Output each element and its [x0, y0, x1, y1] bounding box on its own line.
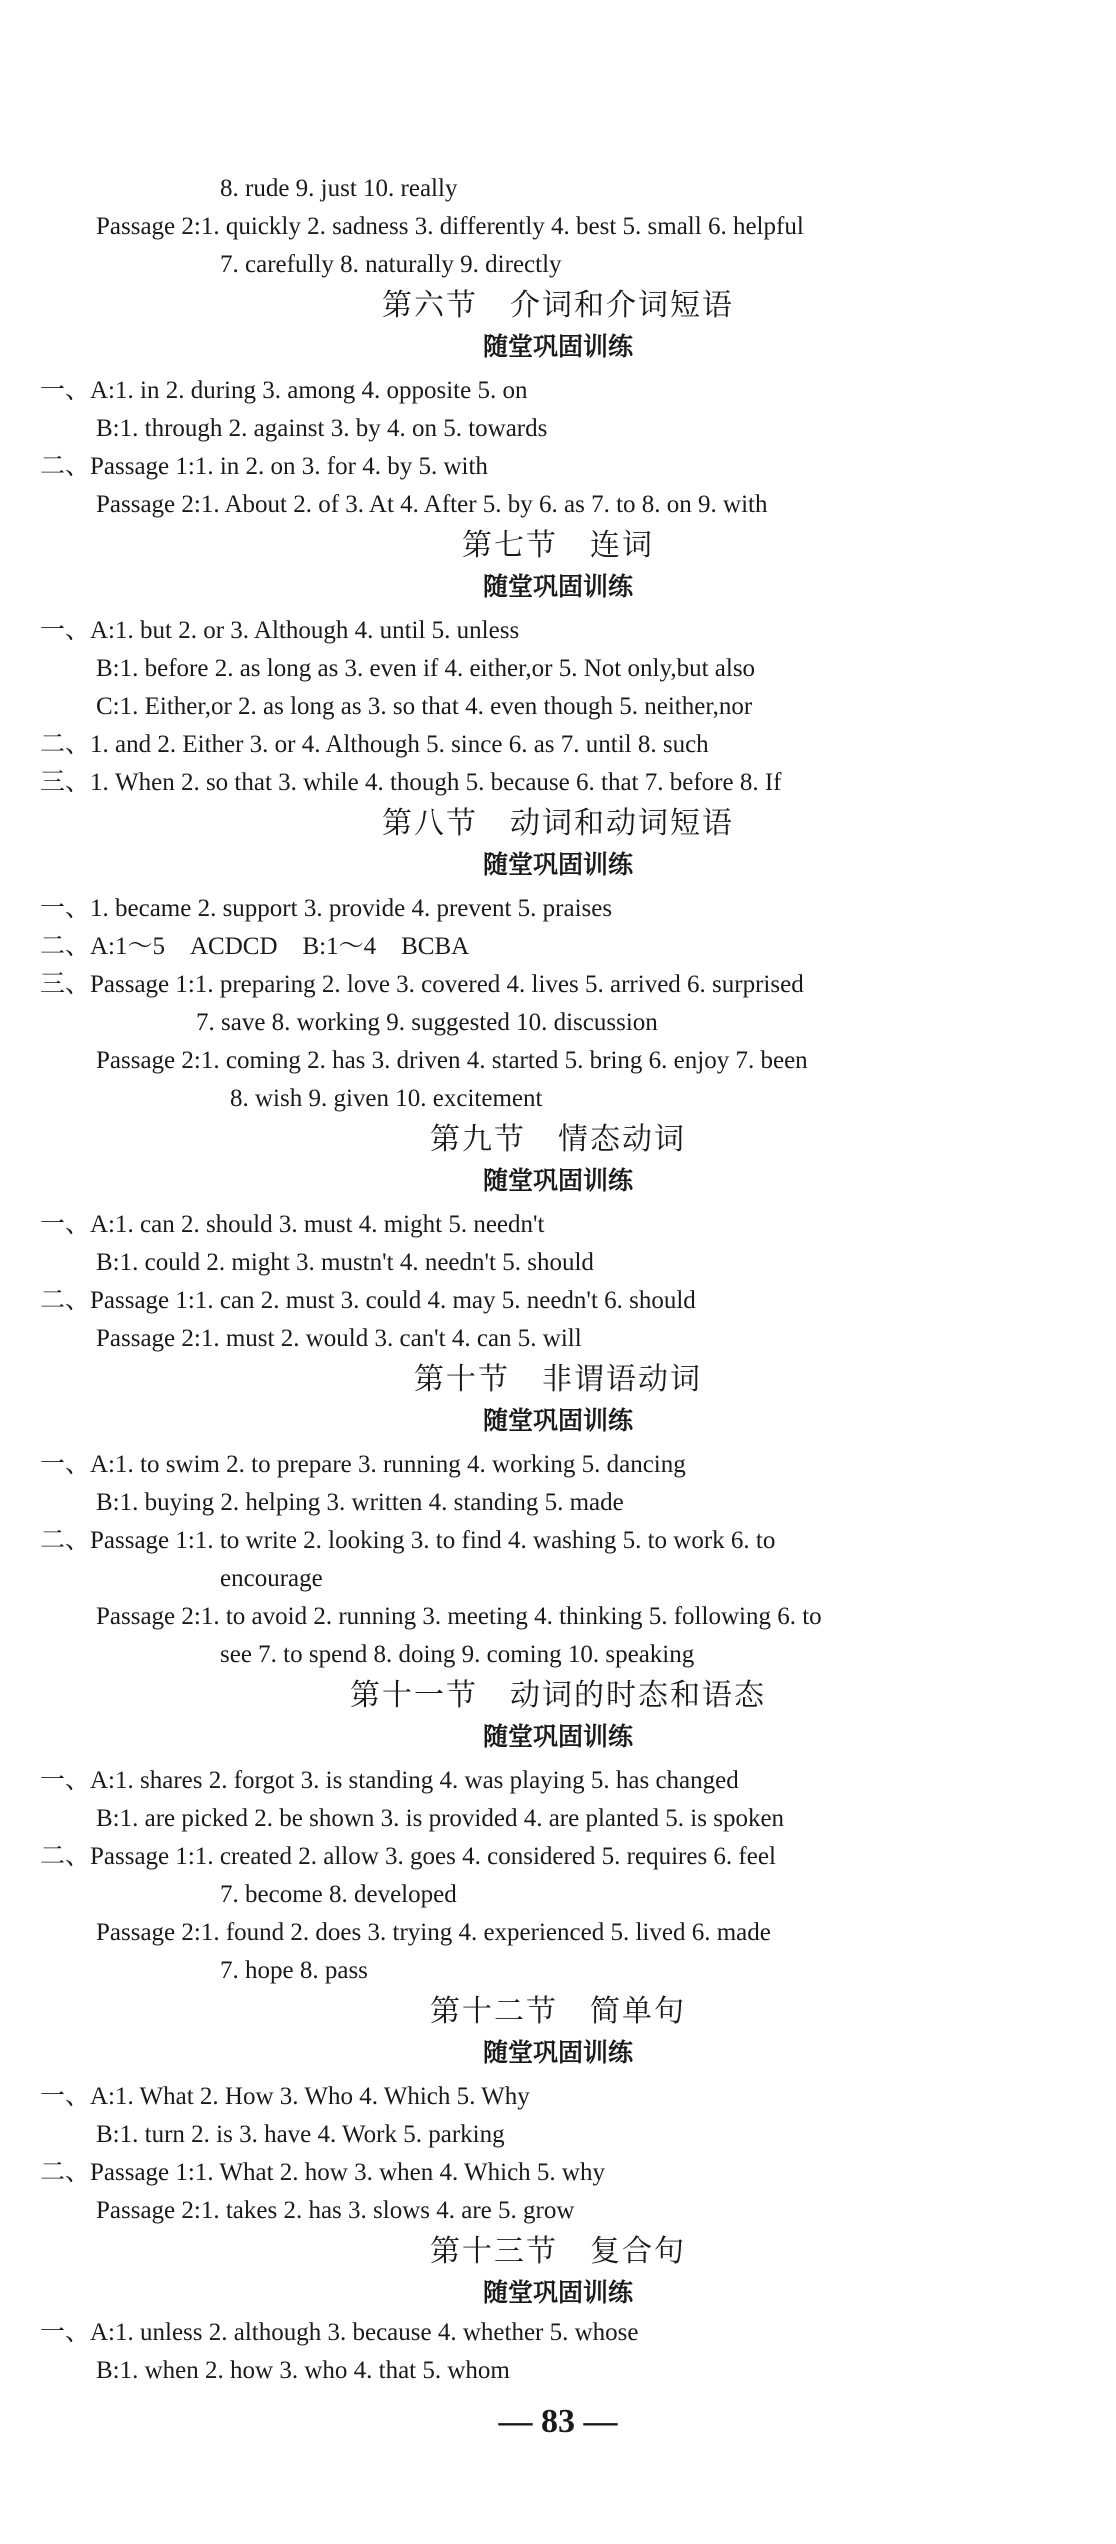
answer-line: 一、1. became 2. support 3. provide 4. prevent 5. praises: [40, 895, 613, 922]
answer-line: 一、A:1. to swim 2. to prepare 3. running 4. working 5. dancing: [40, 1451, 686, 1478]
answer-line: 一、A:1. in 2. during 3. among 4. opposite 5. on: [40, 377, 528, 404]
section-subtitle: 随堂巩固训练: [482, 850, 633, 879]
answer-line: 二、Passage 1:1. created 2. allow 3. goes 4. considered 5. requires 6. feel: [40, 1843, 776, 1870]
answer-line: B:1. buying 2. helping 3. written 4. standing 5. made: [96, 1489, 624, 1516]
section-title: 第七节 连词: [462, 529, 654, 562]
answer-line: 一、A:1. shares 2. forgot 3. is standing 4. was playing 5. has changed: [40, 1767, 739, 1794]
answer-line: 二、Passage 1:1. can 2. must 3. could 4. may 5. needn't 6. should: [40, 1287, 696, 1314]
answer-line: 二、A:1～5 ACDCD B:1～4 BCBA: [40, 933, 470, 960]
section-subtitle: 随堂巩固训练: [482, 1166, 633, 1195]
answer-line: 三、Passage 1:1. preparing 2. love 3. covered 4. lives 5. arrived 6. surprised: [40, 971, 804, 998]
answer-line: B:1. could 2. might 3. mustn't 4. needn't 5. should: [96, 1249, 594, 1276]
answer-line: 7. carefully 8. naturally 9. directly: [220, 251, 562, 278]
section-subtitle: 随堂巩固训练: [482, 572, 633, 601]
answer-line: 7. save 8. working 9. suggested 10. discussion: [196, 1009, 658, 1036]
answer-line: 一、A:1. but 2. or 3. Although 4. until 5. unless: [40, 617, 520, 644]
answer-line: encourage: [220, 1565, 323, 1592]
answer-line: 一、A:1. can 2. should 3. must 4. might 5. needn't: [40, 1211, 545, 1238]
page-number: — 83 —: [498, 2403, 618, 2440]
section-subtitle: 随堂巩固训练: [482, 1722, 633, 1751]
answer-line: 二、Passage 1:1. to write 2. looking 3. to find 4. washing 5. to work 6. to: [40, 1527, 776, 1554]
answer-line: 8. rude 9. just 10. really: [220, 175, 458, 202]
section-subtitle: 随堂巩固训练: [482, 2038, 633, 2067]
answer-line: Passage 2:1. takes 2. has 3. slows 4. are 5. grow: [96, 2197, 575, 2224]
answer-line: 三、1. When 2. so that 3. while 4. though 5. because 6. that 7. before 8. If: [40, 769, 782, 796]
answer-line: 二、Passage 1:1. in 2. on 3. for 4. by 5. with: [40, 453, 488, 480]
section-title: 第六节 介词和介词短语: [382, 289, 734, 322]
answer-line: B:1. are picked 2. be shown 3. is provided 4. are planted 5. is spoken: [96, 1805, 785, 1832]
section-subtitle: 随堂巩固训练: [482, 332, 633, 361]
answer-line: C:1. Either,or 2. as long as 3. so that 4. even though 5. neither,nor: [96, 693, 753, 720]
section-title: 第十一节 动词的时态和语态: [350, 1679, 766, 1712]
answer-line: 8. wish 9. given 10. excitement: [230, 1085, 543, 1112]
answer-line: Passage 2:1. quickly 2. sadness 3. differently 4. best 5. small 6. helpful: [96, 213, 804, 240]
answer-line: B:1. through 2. against 3. by 4. on 5. towards: [96, 415, 548, 442]
answer-line: 一、A:1. unless 2. although 3. because 4. whether 5. whose: [40, 2319, 639, 2346]
answer-line: Passage 2:1. must 2. would 3. can't 4. can 5. will: [96, 1325, 582, 1352]
answer-line: 7. hope 8. pass: [220, 1957, 368, 1984]
answer-line: Passage 2:1. to avoid 2. running 3. meeting 4. thinking 5. following 6. to: [96, 1603, 822, 1630]
answer-line: see 7. to spend 8. doing 9. coming 10. speaking: [220, 1641, 695, 1668]
answer-line: Passage 2:1. coming 2. has 3. driven 4. started 5. bring 6. enjoy 7. been: [96, 1047, 808, 1074]
section-subtitle: 随堂巩固训练: [482, 2278, 633, 2307]
answer-line: B:1. turn 2. is 3. have 4. Work 5. parking: [96, 2121, 505, 2148]
answer-line: Passage 2:1. found 2. does 3. trying 4. experienced 5. lived 6. made: [96, 1919, 771, 1946]
answer-line: 一、A:1. What 2. How 3. Who 4. Which 5. Why: [40, 2083, 530, 2110]
section-title: 第十三节 复合句: [430, 2235, 686, 2268]
section-title: 第十二节 简单句: [430, 1995, 686, 2028]
section-title: 第八节 动词和动词短语: [382, 807, 734, 840]
answer-line: 二、1. and 2. Either 3. or 4. Although 5. since 6. as 7. until 8. such: [40, 731, 709, 758]
section-subtitle: 随堂巩固训练: [482, 1406, 633, 1435]
section-title: 第十节 非谓语动词: [414, 1363, 702, 1396]
answer-line: B:1. before 2. as long as 3. even if 4. either,or 5. Not only,but also: [96, 655, 756, 682]
answer-line: B:1. when 2. how 3. who 4. that 5. whom: [96, 2357, 510, 2384]
section-title: 第九节 情态动词: [430, 1123, 686, 1156]
answer-line: 二、Passage 1:1. What 2. how 3. when 4. Which 5. why: [40, 2159, 605, 2186]
answer-line: 7. become 8. developed: [220, 1881, 457, 1908]
answer-line: Passage 2:1. About 2. of 3. At 4. After 5. by 6. as 7. to 8. on 9. with: [96, 491, 768, 518]
